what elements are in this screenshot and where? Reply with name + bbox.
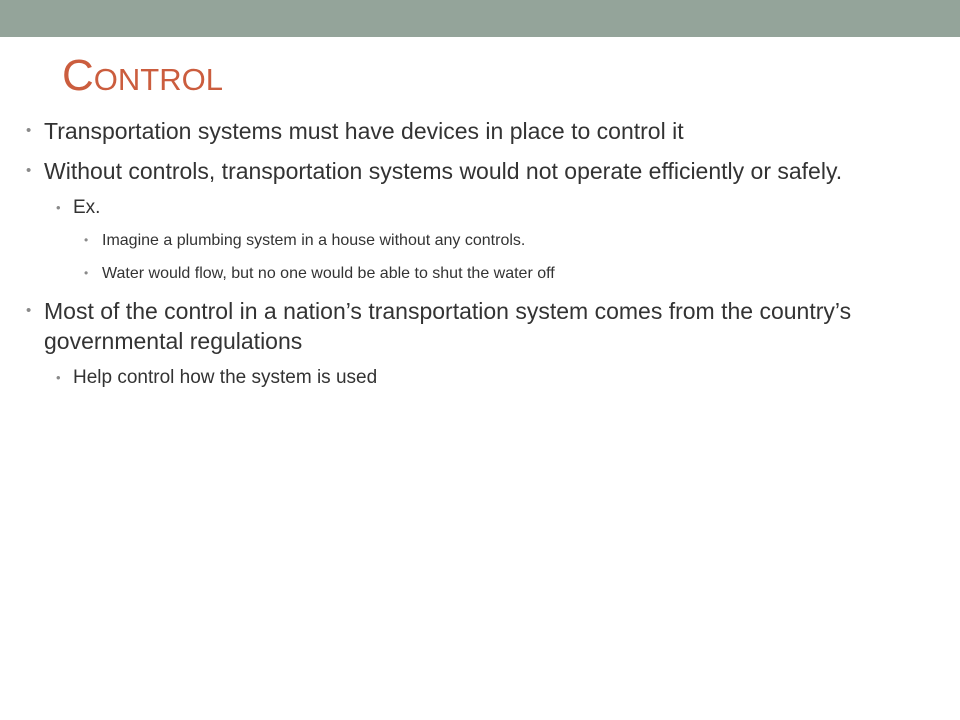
- bullet-text: Imagine a plumbing system in a house without any controls.: [102, 232, 526, 249]
- sub-sub-bullet-item: [84, 230, 922, 263]
- bullet-text: Help control how the system is used: [73, 367, 378, 388]
- bullet-text: Most of the control in a nation’s transportation system comes from the country’s governmental regulations: [44, 298, 852, 354]
- sub-sub-bullet-item: [84, 263, 922, 296]
- bullet-list: [0, 116, 960, 400]
- bullet-item: [26, 296, 924, 366]
- bullet-icon: •: [56, 370, 61, 385]
- bullet-icon: •: [84, 233, 89, 247]
- bullet-text: Ex.: [73, 197, 101, 218]
- sub-bullet-item: [56, 366, 923, 400]
- slide-title: Control: [62, 51, 223, 100]
- bullet-icon: •: [26, 162, 32, 179]
- bullet-item: [26, 156, 924, 196]
- bullet-text: Without controls, transportation systems would not operate efficiently or safely.: [44, 158, 843, 184]
- top-accent-bar: [0, 0, 960, 37]
- bullet-item: [26, 116, 924, 156]
- bullet-text: Water would flow, but no one would be able to shut the water off: [102, 265, 555, 282]
- bullet-text: Transportation systems must have devices in place to control it: [44, 118, 684, 144]
- bullet-icon: •: [56, 200, 61, 215]
- bullet-icon: •: [26, 122, 32, 139]
- sub-bullet-item: [56, 196, 923, 230]
- bullet-icon: •: [26, 302, 32, 319]
- bullet-icon: •: [84, 266, 89, 280]
